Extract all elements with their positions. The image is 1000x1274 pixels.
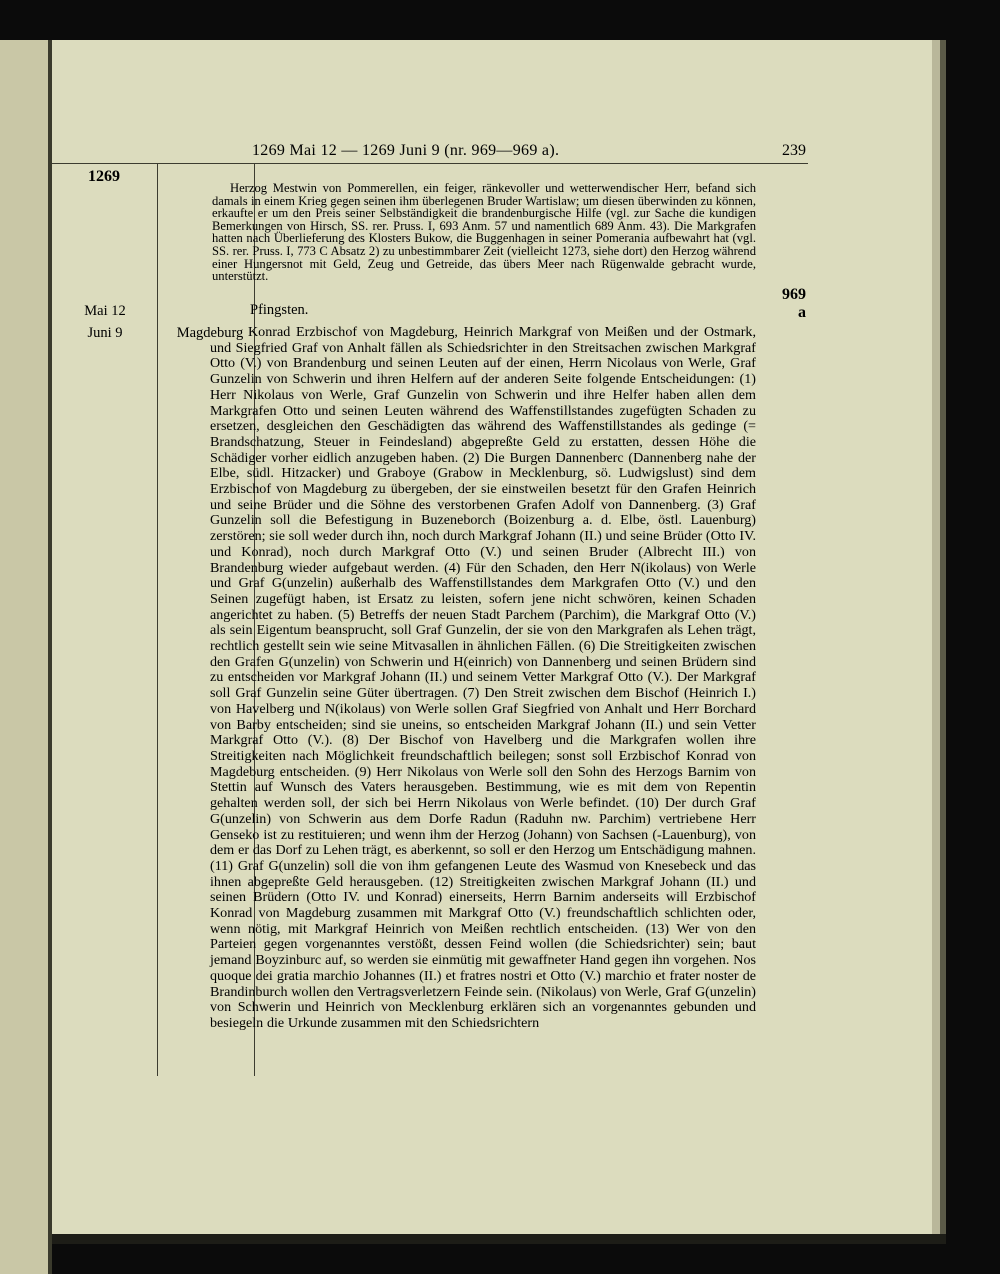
footnote-paragraph: Herzog Mestwin von Pommerellen, ein feiger, ränkevoller und wetterwendischer Herr, befand sich damals in einem Krieg gegen seinen ihm überlegenen Bruder Wartislaw; um diesen überwinden zu können, erkaufte er um den Preis seiner Selbständigkeit die brandenburgische Hilfe (vgl. zur Sache die kundigen Bemerkungen von Hirsch, SS. rer. Pruss. I, 693 Anm. 57 und namentlich 689 Anm. 43). Die Markgrafen hatten nach Überlieferung des Klosters Bukow, die Buggenhagen in seiner Pomerania aufbewahrt hat (vgl. SS. rer. Pruss. I, 773 C Absatz 2) zu unbestimmbarer Zeit (vielleicht 1273, siehe dort) den Herzog während einer Hungersnot mit Geld, Zeug und Getreide, das übers Meer nach Rügenwalde gebracht wurde, unterstützt. — [212, 181, 756, 284]
date-column-rule — [157, 163, 158, 1076]
document-number: 969 — [782, 286, 806, 303]
entry-date: Mai 12 — [84, 303, 126, 319]
regest-text: Konrad Erzbischof von Magdeburg, Heinrich Markgraf von Meißen und der Ostmark, und Siegfried Graf von Anhalt fällen als Schiedsrichter in den Streitsachen zwischen Markgraf Otto (V.) von Brandenburg und seinen Leuten auf der einen, Herrn Nicolaus von Werle, Graf Gunzelin von Schwerin und ihren Helfern auf der anderen Seite folgende Entscheidungen: (1) Herr Nikolaus von Werle, Graf Gunzelin von Schwerin und ihre Helfer haben allen dem Markgrafen Otto und seinen Leuten während des Waffenstillstandes zugefügten Schaden zu ersetzen, desgleichen den Geschädigten das während des Waffenstillstandes als gedinge (= Brandschatzung, Steuer in Feindesland) abgepreßte Geld zu erstatten, dessen Höhe die Schädiger vorher eidlich anzugeben haben. (2) Die Burgen Dannenberc (Dannenberg nahe der Elbe, südl. Hitzacker) und Graboye (Grabow in Mecklenburg, sö. Ludwigslust) sind dem Erzbischof von Magdeburg zu übergeben, der sie einstweilen besetzt für den Grafen Heinrich und seine Brüder und die Söhne des verstorbenen Grafen Adolf von Dannenberg. (3) Graf Gunzelin soll die Befestigung in Buzeneborch (Boizenburg a. d. Elbe, östl. Lauenburg) zerstören; sie soll weder durch ihn, noch durch Markgraf Johann (II.) und seine Brüder (Otto IV. und Konrad), noch durch Markgraf Otto (V.) und seinen Bruder (Albrecht III.) von Brandenburg wieder aufgebaut werden. (4) Für den Schaden, den Herr N(ikolaus) von Werle und Graf G(unzelin) außerhalb des Waffenstillstandes dem Markgrafen Otto (V.) und den Seinen zugefügt haben, ist Ersatz zu leisten, sofern jene nicht schwören, keinen Schaden angerichtet zu haben. (5) Betreffs der neuen Stadt Parchem (Parchim), die Markgraf Otto (V.) als sein Eigentum beansprucht, soll Graf Gunzelin, der sie von den Markgrafen als Lehen trägt, rechtlich gestellt sein wie seine Mitvasallen in ähnlichen Fällen. (6) Die Streitigkeiten zwischen den Grafen G(unzelin) von Schwerin und H(einrich) von Dannenberg und seinen Brüdern sind zu entscheiden vor Markgraf Johann (II.) und seinem Vetter Markgraf Otto (V.). Der Markgraf soll Graf Gunzelin seine Güter übertragen. (7) Den Streit zwischen dem Bischof (Heinrich I.) von Havelberg und N(ikolaus) von Werle sollen Graf Siegfried von Anhalt und Herr Borchard von Barby entscheiden; sind sie uneins, so entscheiden Markgraf Johann (II.) und sein Vetter Markgraf Otto (V.). (8) Der Bischof von Havelberg und die Markgrafen wollen ihre Streitigkeiten nach Möglichkeit freundschaftlich beilegen; sonst soll Erzbischof Konrad von Magdeburg entscheiden. (9) Herr Nikolaus von Werle soll den Sohn des Herzogs Barnim von Stettin auf Wunsch des Vaters herausgeben. Bestimmung, wie es mit dem von Repentin gehalten werden soll, der sich bei Herrn Nikolaus von Werle befindet. (10) Der durch Graf G(unzelin) von Schwerin aus dem Dorfe Radun (Raduhn nw. Parchim) vertriebene Herr Genseko ist zu restituieren; und wenn ihm der Herzog (Johann) von Sachsen (-Lauenburg), von dem er das Dorf zu Lehen trägt, es aberkennt, so soll er den Herzog um Entschädigung mahnen. (11) Graf G(unzelin) soll die von ihm gefangenen Leute des Wasmud von Knesebeck und das ihnen abgepreßte Geld herausgeben. (12) Streitigkeiten zwischen Markgraf Johann (II.) und seinen Brüdern (Otto IV. und Konrad) einerseits, Herrn Barnim anderseits will Erzbischof Konrad von Magdeburg zusammen mit Markgraf Otto (V.) freundschaftlich schlichten oder, wenn nötig, mit Markgraf Heinrich von Meißen rechtlich entscheiden. (13) Wer von den Parteien gegen vorgenanntes verstößt, dessen Feind wollen (die Schiedsrichter) sein; baut jemand Boyzinburc auf, so werden sie einmütig mit gewaffneter Hand gegen ihn vorgehen. Nos quoque dei gratia marchio Johannes (II.) et fratres nostri et Otto (V.) marchio et frater noster de Brandinburch wollen den Vertragsverletzern Feinde sein. (Nikolaus) von Werle, Graf G(unzelin) von Schwerin und Heinrich von Mecklenburg erklären sich an vorgenanntes gebunden und besiegeln die Urkunde zusammen mit den Schiedsrichtern — [210, 324, 756, 1031]
running-head: 1269 Mai 12 — 1269 Juni 9 (nr. 969—969 a). — [252, 142, 560, 159]
book-cover-edge — [940, 40, 946, 1234]
entry-place: Magdeburg — [176, 325, 244, 341]
entry-date: Juni 9 — [87, 325, 123, 341]
book-bottom-edge — [52, 1234, 946, 1244]
facing-page-edge — [0, 40, 52, 1274]
page-number: 239 — [782, 142, 806, 159]
document-subnumber: a — [798, 304, 806, 321]
header-rule — [52, 163, 808, 164]
year-label: 1269 — [88, 168, 120, 185]
page-stack-edge — [932, 40, 940, 1234]
entry-heading: Pfingsten. — [250, 302, 309, 318]
